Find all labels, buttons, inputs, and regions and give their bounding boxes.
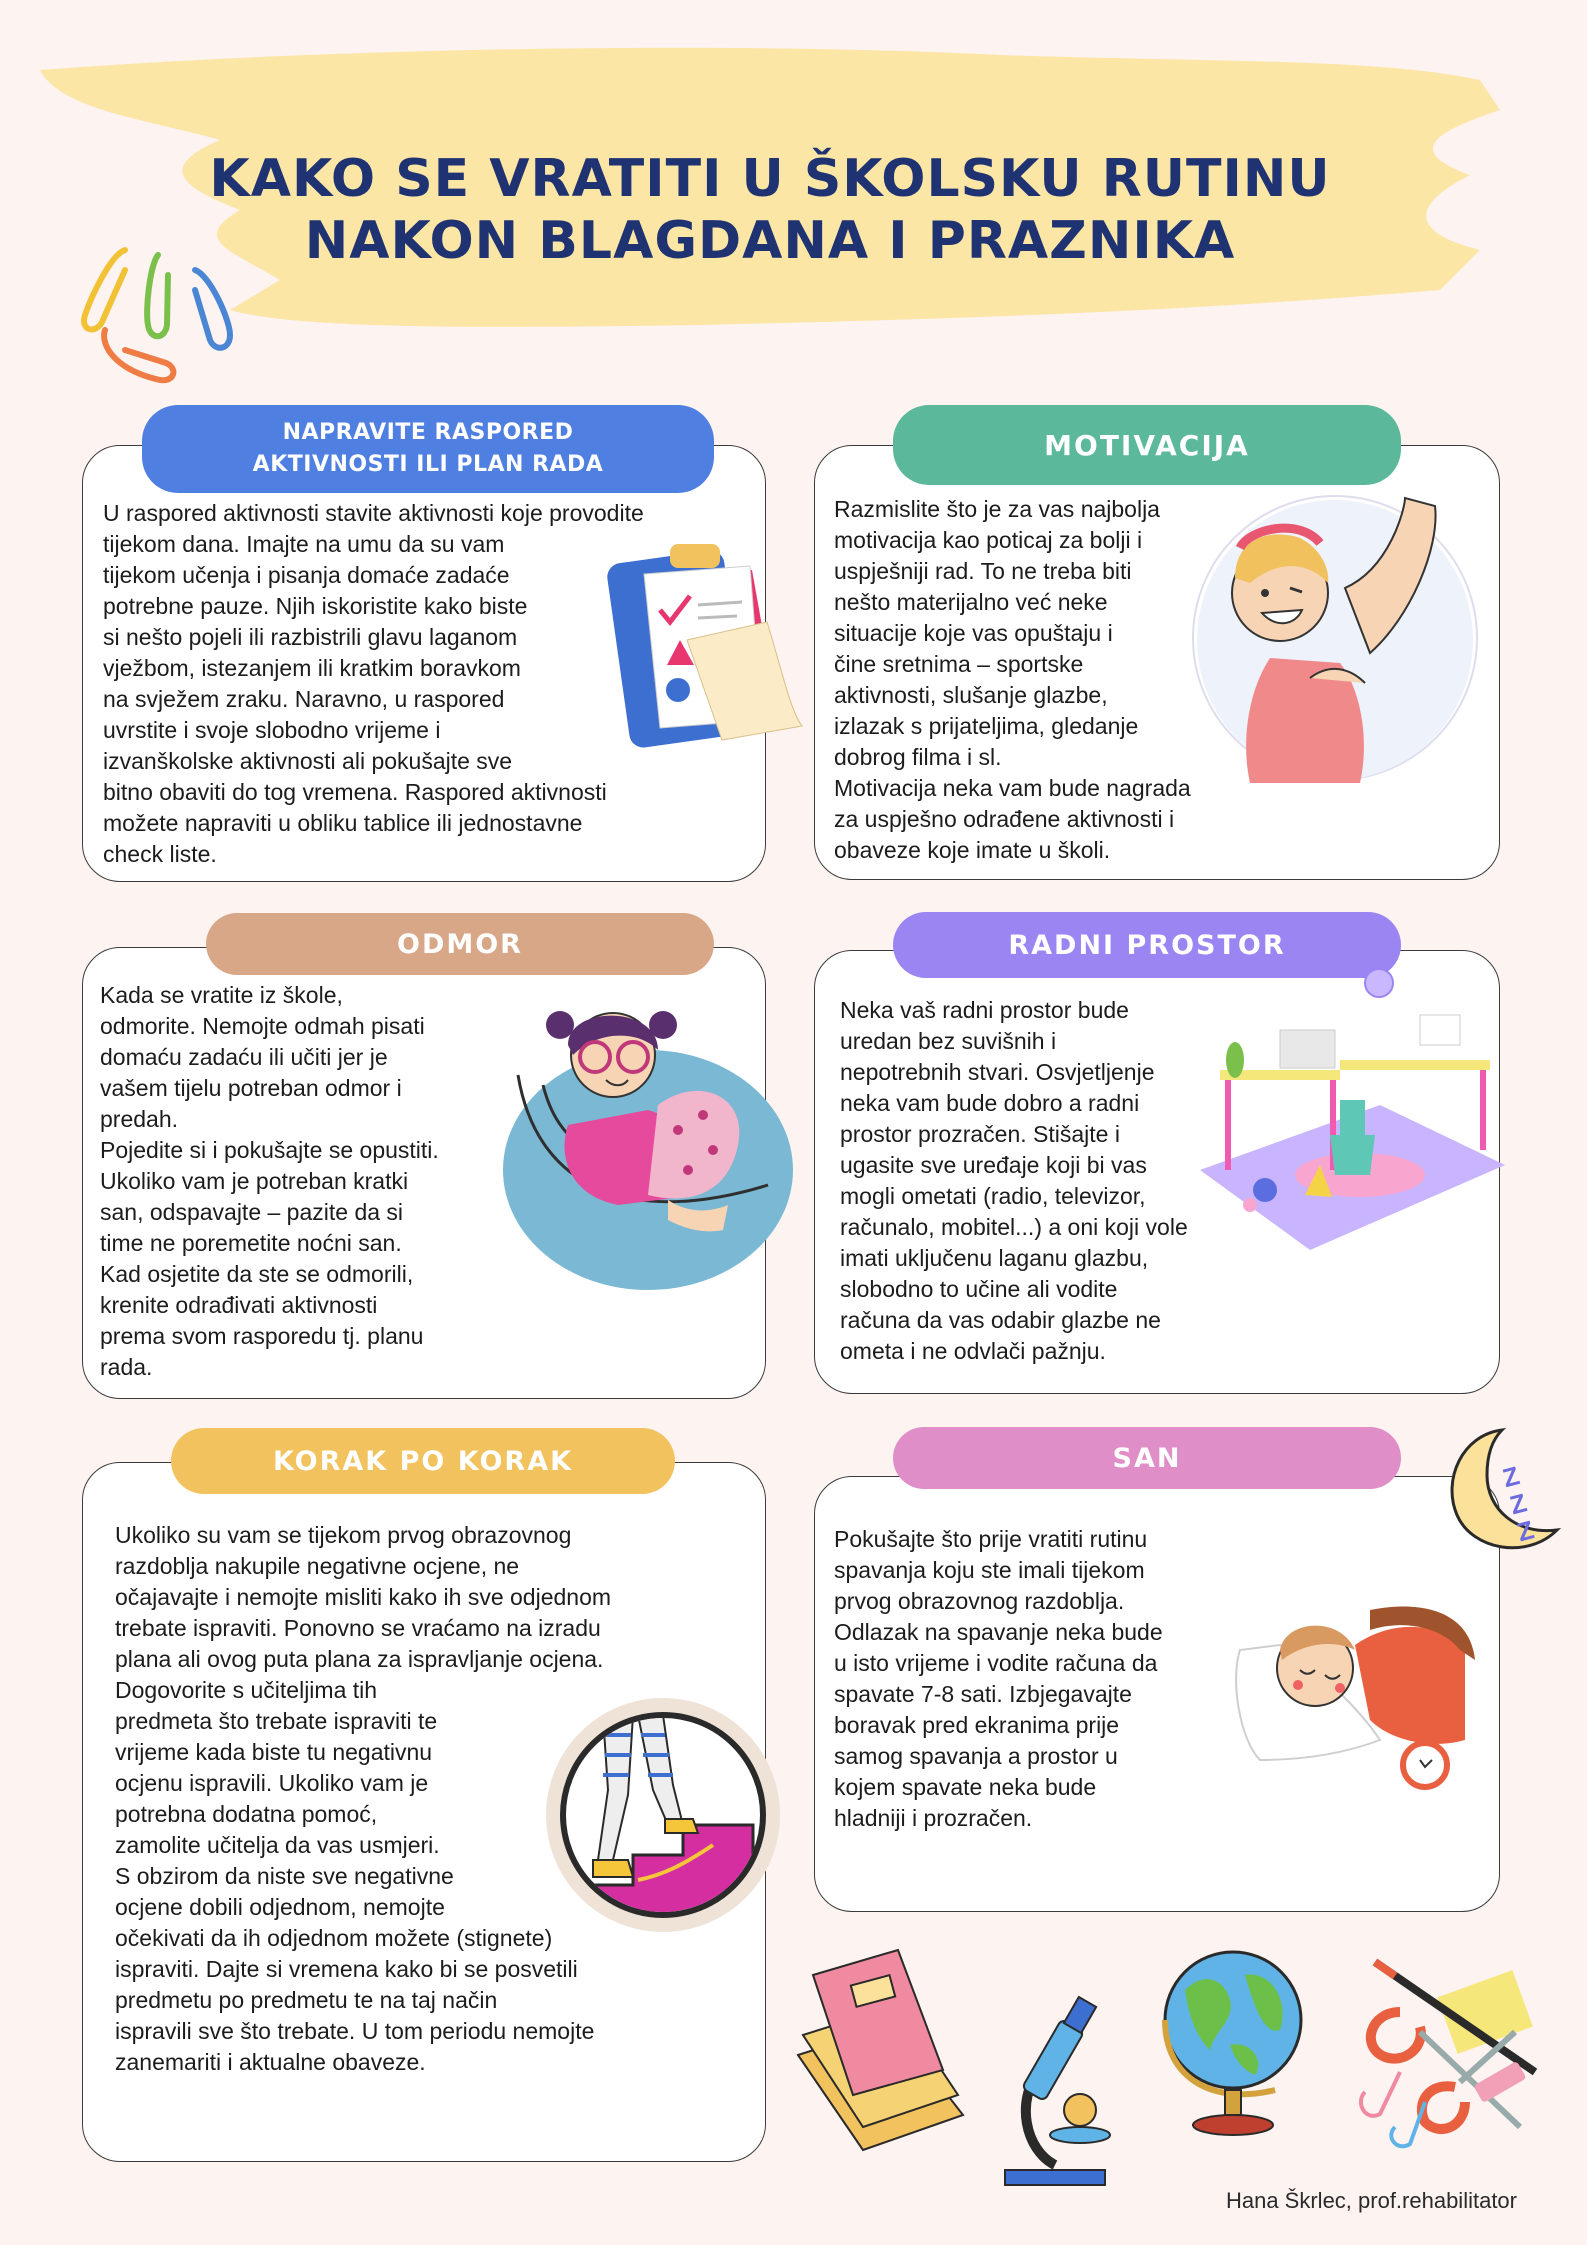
title-line-2: NAKON BLAGDANA I PRAZNIKA [304, 211, 1236, 271]
odmor-heading-pill [206, 913, 714, 975]
moon-icon [1432, 1420, 1572, 1560]
odmor-heading: ODMOR [397, 928, 523, 960]
radni-prostor-heading-pill [893, 912, 1401, 978]
korak-heading: KORAK PO KORAK [272, 1445, 574, 1477]
page-title [120, 148, 1420, 272]
san-heading: SAN [1112, 1442, 1182, 1474]
san-heading-pill [893, 1427, 1401, 1489]
clipboard-icon [612, 530, 812, 760]
san-text: Pokušajte što prije vratiti rutinu spavanja koju ste imali tijekom prvog obrazovnog razdoblja. Odlazak na spavanje neka bude u isto vrijeme i vodite računa da spavate 7-8 sati. Izbjegavajte boravak pred ekranima prije samog spavanja a prostor u kojem spavate neka bude hladniji i prozračen. [834, 1526, 1163, 1831]
globe-icon [1155, 1940, 1315, 2150]
zzz-label: Z Z Z [1499, 1460, 1537, 1548]
radni-prostor-text: Neka vaš radni prostor bude uredan bez suvišnih i nepotrebnih stvari. Osvjetljenje neka vam bude dobro a radni prostor prozračen. Stišajte i ugasite sve uređaje koji bi vas mogli ometati (radio, televizor, računalo, mobitel...) a oni koji vole imati uključenu laganu glazbu, slobodno to učine ali vodite računa da vas odabir glazbe ne ometa i ne odvlači pažnju. [840, 997, 1188, 1364]
microscope-icon [985, 1990, 1135, 2190]
purple-clock-icon [1364, 968, 1394, 998]
motivacija-heading-pill [893, 405, 1401, 485]
notebooks-icon [783, 1935, 973, 2165]
sleeping-girl-illustration [1220, 1590, 1480, 1810]
korak-heading-pill [171, 1428, 675, 1494]
korak-text: Ukoliko su vam se tijekom prvog obrazovnog razdoblja nakupile negativne ocjene, ne očajavajte i nemojte misliti kako ih sve odjednom trebate ispraviti. Ponovno se vraćamo na izradu plana ali ovog puta plana za ispravljanje ocjena. Dogovorite s učiteljima tih predmeta što trebate ispraviti te vrijeme kada biste tu negativnu ocjenu ispravili. Ukoliko vam je potrebna dodatna pomoć, zamolite učitelja da vas usmjeri. S obzirom da niste sve negativne ocjene dobili odjednom, nemojte očekivati da ih odjednom možete (stignete) ispraviti. Dajte si vremena kako bi se posvetili predmetu po predmetu te na taj način ispravili sve što trebate. U tom periodu nemojte zanemariti i aktualne obaveze. [115, 1522, 612, 2075]
radni-prostor-heading: RADNI PROSTOR [1008, 929, 1286, 961]
stairs-illustration [543, 1695, 783, 1935]
author-credit: Hana Škrlec, prof.rehabilitator [1225, 2188, 1517, 2213]
scissors-and-pen-icon [1345, 1952, 1545, 2152]
resting-girl-illustration [498, 995, 798, 1295]
raspored-heading-pill [142, 405, 714, 493]
motivacija-heading: MOTIVACIJA [1044, 428, 1250, 462]
desk-illustration [1190, 1015, 1510, 1265]
odmor-text: Kada se vratite iz škole, odmorite. Nemojte odmah pisati domaću zadaću ili učiti jer je vašem tijelu potreban odmor i predah. Pojedite si i pokušajte se opustiti. Ukoliko vam je potreban kratki san, odspavajte – pazite da si time ne poremetite noćni san. Kad osjetite da ste se odmorili, krenite odrađivati aktivnosti prema svom rasporedu tj. planu rada. [100, 982, 439, 1380]
raspored-heading: NAPRAVITE RASPORED AKTIVNOSTI ILI PLAN RADA [252, 420, 604, 477]
raspored-text: U raspored aktivnosti stavite aktivnosti koje provodite tijekom dana. Imajte na umu da su vam tijekom učenja i pisanja domaće zadaće potrebne pauze. Njih iskoristite kako biste si nešto pojeli ili razbistrili glavu laganom vježbom, istezanjem ili kratkim boravkom na svježem zraku. Naravno, u raspored uvrstite i svoje slobodno vrijeme i izvanškolske aktivnosti ali pokušajte sve bitno obaviti do tog vremena. Raspored aktivnosti možete napraviti u obliku tablice ili jednostavne check liste. [103, 500, 644, 867]
motivacija-text: Razmislite što je za vas najbolja motivacija kao poticaj za bolji i uspješniji rad. To ne treba biti nešto materijalno već neke situacije koje vas opuštaju i čine sretnima – sportske aktivnosti, slušanje glazbe, izlazak s prijateljima, gledanje dobrog filma i sl. Motivacija neka vam bude nagrada za uspješno odrađene aktivnosti i obaveze koje imate u školi. [834, 496, 1191, 863]
strong-girl-illustration [1190, 488, 1480, 788]
title-line-1: KAKO SE VRATITI U ŠKOLSKU RUTINU [209, 149, 1331, 209]
